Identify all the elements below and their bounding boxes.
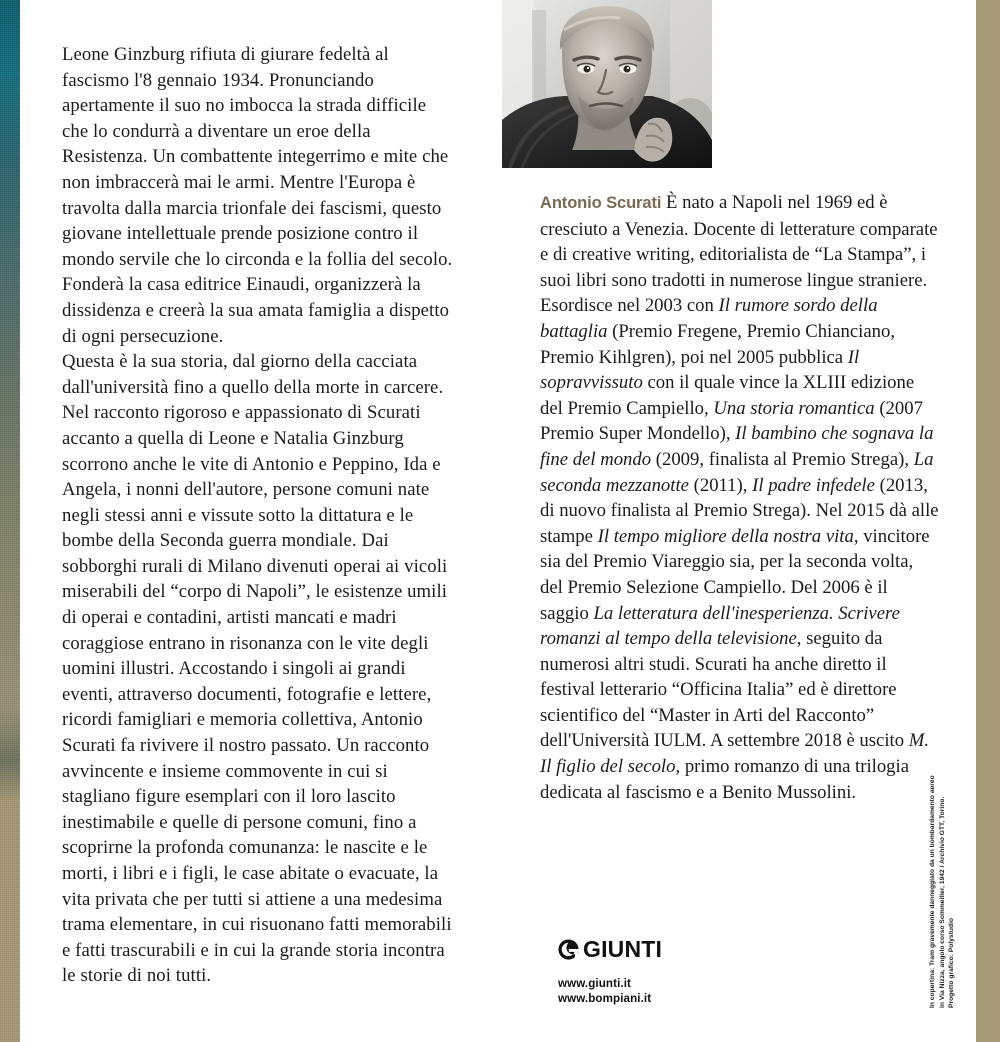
cover-wrap-strip (0, 0, 20, 1042)
cover-credits-lines (928, 776, 957, 1008)
credit-line-2: in Via Nizza, angolo corso Sommeiller, 1942 / Archivio GTT, Torino. (938, 796, 946, 1008)
author-bio-body (540, 192, 939, 803)
credit-line-1: In copertina: Tram gravemente danneggiato da un bombardamento aereo (929, 775, 936, 1008)
publisher-block (558, 938, 662, 1006)
bio-title-italic: Il bambino che sognava la fine del mondo (540, 423, 934, 470)
giunti-g-logo-icon (558, 939, 579, 960)
bio-text-run: (2013, di nuovo finalista al Premio Strega). Nel 2015 dà alle stampe (540, 474, 939, 547)
book-blurb (62, 42, 454, 989)
bio-text-run: (2007 Premio Super Mondello), (540, 397, 923, 445)
bio-title-italic: La letteratura dell'inesperienza. Scrivere romanzi al tempo della televisione (540, 602, 900, 650)
website-bompiani[interactable]: www.bompiani.it (558, 992, 652, 1005)
blurb-paragraph-2: Questa è la sua storia, dal giorno della cacciata dall'università fino a quello della morte in carcere. Nel racconto rigoroso e appassionato di Scurati accanto a quella di Leone e Natalia Ginzburg scorrono anche le vite di Antonio e Peppino, Ida e Angela, i nonni dell'autore, persone comuni nate negli stessi anni e vissute sotto la dittatura e le bombe della Seconda guerra mondiale. Dai sobborghi rurali di Milano divenuti operai ai vicoli miserabili del “corpo di Napoli”, le esistenze umili di operai e contadini, artisti mancati e madri coraggiose entrano in risonanza con le vite degli uomini illustri. Accostando i singoli ai grandi eventi, attraverso documenti, fotografie e lettere, ricordi famigliari e memoria collettiva, Antonio Scurati fa rivivere il nostro passato. Un racconto avvincente e insieme commovente in cui si stagliano figure esemplari con il loro lascito inestimabile e quelle di persone comuni, fino a scoprirne la profonda comunanza: le nascite e le morti, i libri e i figli, le case abitate o evacuate, la vita privata che per tutti si attiene a una medesima trama elementare, in cui risuonano fatti memorabili e fatti trascurabili e in cui la grande storia incontra le storie di noi tutti. (62, 351, 452, 987)
publisher-logo[interactable] (558, 938, 662, 961)
author-name: Antonio Scurati (540, 194, 662, 212)
bio-text-run: (2009, finalista al Premio Strega), (651, 448, 914, 470)
bio-text-run: (2011), (688, 474, 753, 496)
publisher-logo-text: GIUNTI (583, 936, 663, 962)
bio-title-italic: Una storia romantica (713, 397, 875, 419)
bio-text-run: È nato a Napoli nel 1969 ed è cresciuto a Venezia. Docente di letterature comparate e di creative writing, editorialista de “La Stampa”, i suoi libri sono tradotti in numerose lingue straniere. Esordisce nel 2003 con (540, 192, 938, 317)
bio-text-run: (Premio Fregene, Premio Chianciano, Premio Kihlgren), poi nel 2005 pubblica (540, 320, 896, 368)
bio-title-italic: La seconda mezzanotte (540, 448, 934, 496)
author-portrait-photo (502, 0, 712, 168)
publisher-websites (558, 976, 662, 1006)
bio-title-italic: Il sopravvissuto (540, 346, 860, 394)
bio-text-run: , primo romanzo di una trilogia dedicata al fascismo e a Benito Mussolini. (540, 756, 910, 803)
bio-text-run: , vincitore sia del Premio Viareggio sia, per la seconda volta, del Premio Selezione Campiello. Del 2006 è il saggio (540, 525, 930, 624)
cover-right-edge-stripe (976, 0, 1000, 1042)
author-bio-text (540, 190, 940, 805)
bio-title-italic: Il rumore sordo della battaglia (540, 295, 878, 342)
credit-line-3: Progetto grafico: Polystudio (948, 917, 956, 1008)
bio-text-run: con il quale vince la XLIII edizione del Premio Campiello, (540, 372, 915, 419)
author-bio (540, 190, 940, 805)
bio-title-italic: Il padre infedele (752, 474, 875, 496)
website-giunti[interactable]: www.giunti.it (558, 977, 631, 990)
bio-text-run: , seguito da numerosi altri studi. Scurati ha anche diretto il festival letterario “Officina Italia” ed è direttore scientifico del “Master in Arti del Racconto” dell'Università IULM. A settembre 2018 è uscito (540, 628, 909, 752)
bio-title-italic: M. Il figlio del secolo (540, 730, 929, 778)
blurb-paragraph-1: Leone Ginzburg rifiuta di giurare fedeltà al fascismo l'8 gennaio 1934. Pronunciando apertamente il suo no imbocca la strada difficile che lo condurrà a diventare un eroe della Resistenza. Un combattente integerrimo e mite che non imbraccerà mai le armi. Mentre l'Europa è travolta dalla marcia trionfale dei fascismi, questo giovane intellettuale prende posizione contro il mondo servile che lo circonda e la follia del secolo. Fonderà la casa editrice Einaudi, organizzerà la dissidenza e creerà la sua amata famiglia a dispetto di ogni persecuzione. (62, 44, 453, 347)
cover-wrap-strip-texture (0, 0, 20, 1042)
bio-title-italic: Il tempo migliore della nostra vita (597, 525, 854, 547)
